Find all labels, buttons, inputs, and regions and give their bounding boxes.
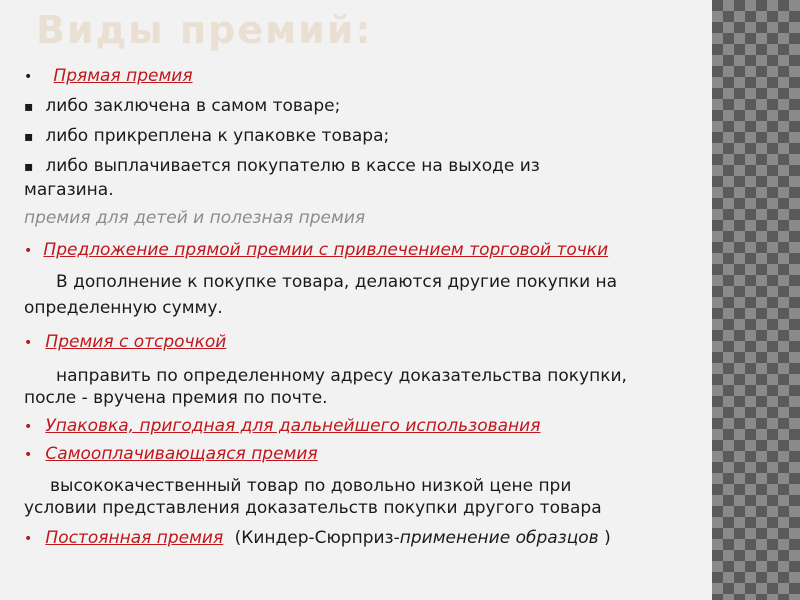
item-text-continued: после - вручена премия по почте. bbox=[24, 388, 328, 408]
bullet-icon: • bbox=[24, 335, 33, 351]
item-text-continued: определенную сумму. bbox=[24, 298, 223, 318]
item-text: высококачественный товар по довольно низкой цене при bbox=[50, 476, 572, 496]
item-text: ) bbox=[604, 528, 611, 548]
list-item bbox=[24, 96, 340, 116]
list-item bbox=[24, 332, 226, 352]
item-heading: Прямая премия bbox=[53, 66, 193, 86]
list-item bbox=[24, 240, 608, 260]
bullet-icon: ▪ bbox=[24, 129, 34, 145]
item-heading: Самооплачивающаяся премия bbox=[45, 444, 318, 464]
item-heading: Премия с отсрочкой bbox=[45, 332, 227, 352]
bullet-icon: ▪ bbox=[24, 159, 34, 175]
bullet-icon: • bbox=[24, 243, 33, 259]
bullet-icon: • bbox=[24, 69, 33, 85]
item-text: либо выплачивается покупателю в кассе на выходе из bbox=[45, 156, 540, 176]
bullet-icon: • bbox=[24, 419, 33, 435]
item-heading: Упаковка, пригодная для дальнейшего использования bbox=[45, 416, 541, 436]
item-text-continued: условии представления доказательств покупки другого товара bbox=[24, 498, 602, 518]
slide-title: Виды премий: bbox=[36, 8, 373, 52]
list-item bbox=[24, 126, 389, 146]
list-item bbox=[24, 156, 540, 176]
item-text: либо прикреплена к упаковке товара; bbox=[45, 126, 390, 146]
bullet-icon: • bbox=[24, 531, 33, 547]
bullet-icon: ▪ bbox=[24, 99, 34, 115]
bullet-icon: • bbox=[24, 447, 33, 463]
item-text: (Киндер-Сюрприз- bbox=[234, 528, 400, 548]
item-text: В дополнение к покупке товара, делаются другие покупки на bbox=[56, 272, 618, 292]
list-item bbox=[24, 528, 611, 548]
subtitle-note: премия для детей и полезная премия bbox=[24, 208, 366, 228]
list-item bbox=[24, 444, 318, 464]
item-text: направить по определенному адресу доказательства покупки, bbox=[56, 366, 627, 386]
decorative-pattern bbox=[712, 0, 800, 600]
list-item bbox=[24, 416, 540, 436]
item-heading: Постоянная премия bbox=[45, 528, 224, 548]
item-text-italic: применение образцов bbox=[399, 528, 599, 548]
item-text: либо заключена в самом товаре; bbox=[45, 96, 341, 116]
list-item bbox=[24, 66, 193, 86]
item-heading: Предложение прямой премии с привлечением торговой точки bbox=[43, 240, 609, 260]
item-text-continued: магазина. bbox=[24, 180, 114, 200]
